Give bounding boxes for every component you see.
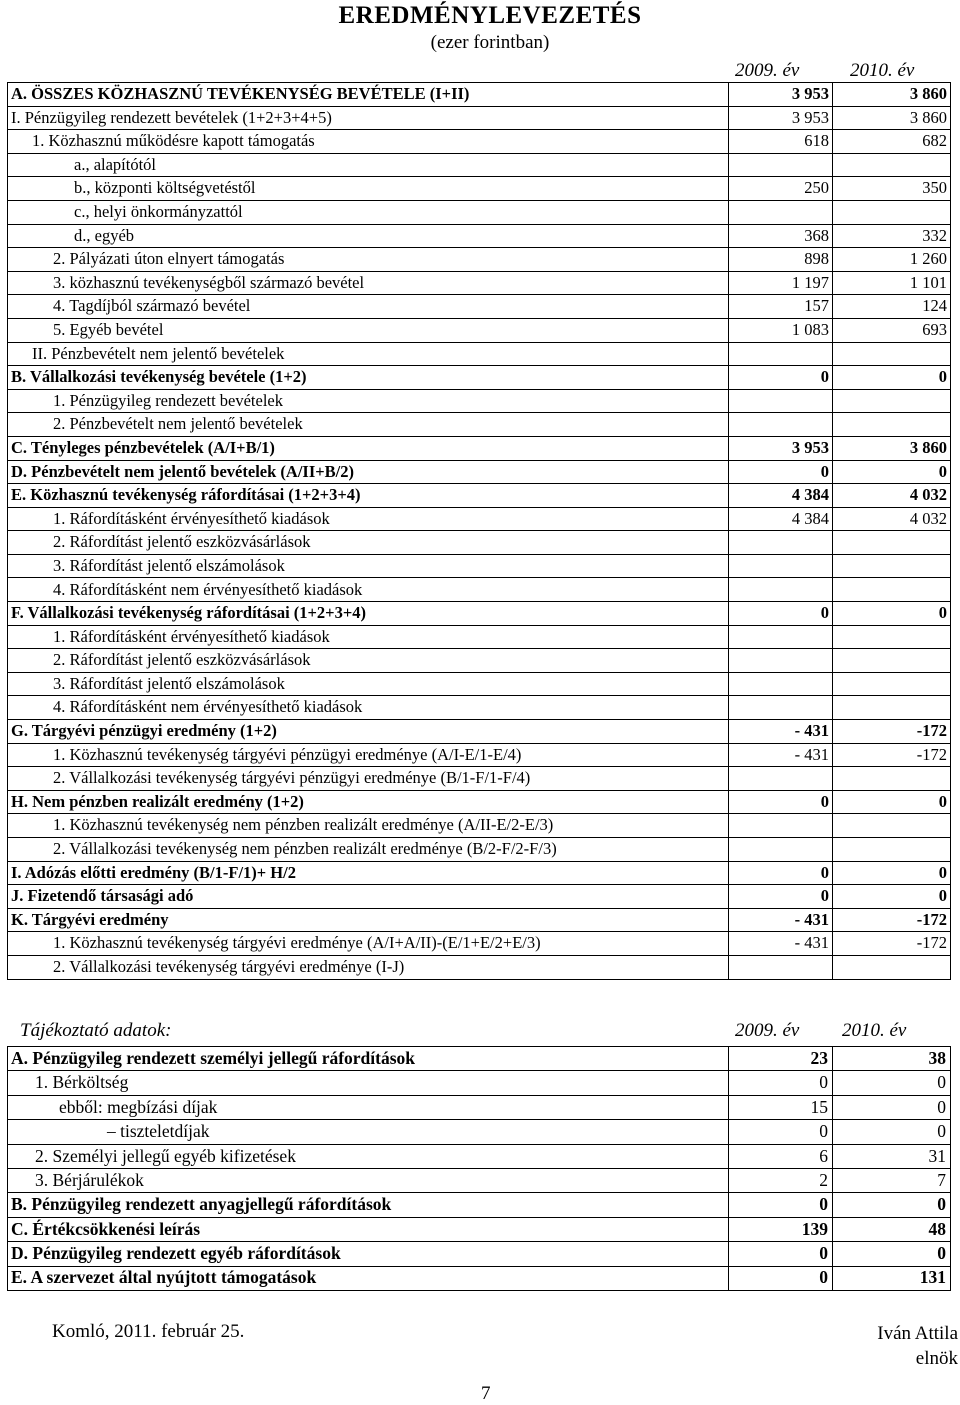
value-2010: 0 (833, 602, 951, 626)
value-2010 (833, 531, 951, 555)
table-row (8, 507, 951, 531)
table-row (8, 484, 951, 508)
value-2009: - 431 (729, 932, 833, 956)
table-row (8, 720, 951, 744)
table-row (8, 767, 951, 791)
value-2009: 3 953 (729, 436, 833, 460)
table-row (8, 885, 951, 909)
value-2009: 4 384 (729, 507, 833, 531)
table-row (8, 955, 951, 979)
row-label: 2. Ráfordítást jelentő eszközvásárlások (8, 531, 729, 555)
row-label: 4. Ráfordításként nem érvényesíthető kiadások (8, 696, 729, 720)
table-row (8, 1144, 951, 1168)
row-label: c., helyi önkormányzattól (8, 200, 729, 224)
row-label: 1. Közhasznú tevékenység tárgyévi eredménye (A/I+A/II)-(E/1+E/2+E/3) (8, 932, 729, 956)
table-row (8, 224, 951, 248)
document-subtitle: (ezer forintban) (430, 32, 550, 53)
table-row (8, 1168, 951, 1192)
value-2010 (833, 578, 951, 602)
row-label: a., alapítótól (8, 153, 729, 177)
table-row (8, 177, 951, 201)
value-2010: 4 032 (833, 507, 951, 531)
value-2009 (729, 814, 833, 838)
value-2009 (729, 342, 833, 366)
row-label: A. Pénzügyileg rendezett személyi jellegű ráfordítások (8, 1047, 729, 1071)
place-and-date: Komló, 2011. február 25. (52, 1321, 245, 1342)
table-row (8, 460, 951, 484)
value-2009: 0 (729, 1071, 833, 1095)
table-row (8, 318, 951, 342)
value-2009: - 431 (729, 743, 833, 767)
row-label: 3. közhasznú tevékenységből származó bevétel (8, 271, 729, 295)
row-label: II. Pénzbevételt nem jelentő bevételek (8, 342, 729, 366)
value-2009: 618 (729, 130, 833, 154)
table-row (8, 1047, 951, 1071)
table-row (8, 743, 951, 767)
row-label: ebből: megbízási díjak (8, 1095, 729, 1119)
row-label: H. Nem pénzben realizált eredmény (1+2) (8, 790, 729, 814)
value-2009: 15 (729, 1095, 833, 1119)
row-label: I. Adózás előtti eredmény (B/1-F/1)+ H/2 (8, 861, 729, 885)
value-2010 (833, 649, 951, 673)
row-label: 2. Személyi jellegű egyéb kifizetések (8, 1144, 729, 1168)
value-2010 (833, 814, 951, 838)
row-label: 1. Közhasznú működésre kapott támogatás (8, 130, 729, 154)
year-header-2009: 2009. év (735, 60, 800, 81)
value-2010: 31 (833, 1144, 951, 1168)
value-2010: 38 (833, 1047, 951, 1071)
value-2009: 0 (729, 861, 833, 885)
table-row (8, 389, 951, 413)
table-row (8, 413, 951, 437)
row-label: 3. Ráfordítást jelentő elszámolások (8, 554, 729, 578)
value-2009 (729, 531, 833, 555)
table-row (8, 814, 951, 838)
value-2010: 350 (833, 177, 951, 201)
table-row (8, 672, 951, 696)
value-2009: 0 (729, 602, 833, 626)
table-row (8, 436, 951, 460)
value-2010: -172 (833, 720, 951, 744)
value-2010: 682 (833, 130, 951, 154)
value-2009: 0 (729, 366, 833, 390)
value-2010: 48 (833, 1217, 951, 1241)
row-label: 2. Vállalkozási tevékenység tárgyévi pénzügyi eredménye (B/1-F/1-F/4) (8, 767, 729, 791)
value-2010 (833, 554, 951, 578)
row-label: E. A szervezet által nyújtott támogatások (8, 1266, 729, 1290)
value-2010 (833, 200, 951, 224)
table-row (8, 271, 951, 295)
table-row (8, 908, 951, 932)
value-2009 (729, 625, 833, 649)
row-label: 1. Ráfordításként érvényesíthető kiadások (8, 507, 729, 531)
table-row (8, 342, 951, 366)
value-2010 (833, 767, 951, 791)
value-2010: 0 (833, 1095, 951, 1119)
value-2010: 131 (833, 1266, 951, 1290)
value-2009: 898 (729, 248, 833, 272)
value-2009 (729, 649, 833, 673)
value-2009: 0 (729, 1120, 833, 1144)
value-2010: 3 860 (833, 436, 951, 460)
row-label: 2. Vállalkozási tevékenység nem pénzben realizált eredménye (B/2-F/2-F/3) (8, 838, 729, 862)
row-label: d., egyéb (8, 224, 729, 248)
value-2010: 0 (833, 1242, 951, 1266)
value-2009: 250 (729, 177, 833, 201)
row-label: 5. Egyéb bevétel (8, 318, 729, 342)
table-row (8, 1266, 951, 1290)
table-row (8, 838, 951, 862)
value-2009: 3 953 (729, 106, 833, 130)
income-statement-table (7, 82, 951, 980)
value-2010: 693 (833, 318, 951, 342)
row-label: 1. Ráfordításként érvényesíthető kiadások (8, 625, 729, 649)
row-label: D. Pénzügyileg rendezett egyéb ráfordítások (8, 1242, 729, 1266)
value-2010: -172 (833, 743, 951, 767)
table-row (8, 932, 951, 956)
row-label: 3. Ráfordítást jelentő elszámolások (8, 672, 729, 696)
document-title: EREDMÉNYLEVEZETÉS (338, 2, 642, 29)
value-2009: 1 197 (729, 271, 833, 295)
value-2009: 4 384 (729, 484, 833, 508)
value-2009 (729, 838, 833, 862)
row-label: J. Fizetendő társasági adó (8, 885, 729, 909)
value-2009: 157 (729, 295, 833, 319)
table-row (8, 1217, 951, 1241)
value-2010: 0 (833, 1071, 951, 1095)
value-2010: -172 (833, 908, 951, 932)
value-2009: 3 953 (729, 83, 833, 107)
value-2010: 0 (833, 790, 951, 814)
table-row (8, 295, 951, 319)
year-header-2010: 2010. év (850, 60, 915, 81)
supplementary-data-table (7, 1046, 951, 1291)
value-2009: 1 083 (729, 318, 833, 342)
value-2009 (729, 153, 833, 177)
info-year-header-2009: 2009. év (735, 1020, 800, 1041)
table-row (8, 531, 951, 555)
row-label: 2. Ráfordítást jelentő eszközvásárlások (8, 649, 729, 673)
table-row (8, 83, 951, 107)
table-row (8, 696, 951, 720)
value-2010: 0 (833, 1193, 951, 1217)
value-2009: 139 (729, 1217, 833, 1241)
value-2009: 0 (729, 1266, 833, 1290)
row-label: D. Pénzbevételt nem jelentő bevételek (A/II+B/2) (8, 460, 729, 484)
value-2009 (729, 554, 833, 578)
value-2009: 0 (729, 1193, 833, 1217)
row-label: 4. Tagdíjból származó bevétel (8, 295, 729, 319)
value-2009: 0 (729, 885, 833, 909)
value-2010 (833, 838, 951, 862)
value-2010 (833, 625, 951, 649)
value-2010 (833, 153, 951, 177)
value-2010: 1 101 (833, 271, 951, 295)
table-row (8, 130, 951, 154)
value-2009 (729, 413, 833, 437)
table-row (8, 248, 951, 272)
table-row (8, 153, 951, 177)
value-2009 (729, 389, 833, 413)
row-label: 2. Vállalkozási tevékenység tárgyévi eredménye (I-J) (8, 955, 729, 979)
value-2009 (729, 672, 833, 696)
value-2009: 0 (729, 1242, 833, 1266)
value-2010 (833, 342, 951, 366)
value-2010 (833, 955, 951, 979)
row-label: C. Tényleges pénzbevételek (A/I+B/1) (8, 436, 729, 460)
row-label: – tiszteletdíjak (8, 1120, 729, 1144)
value-2010: 0 (833, 1120, 951, 1144)
table-row (8, 200, 951, 224)
value-2010: 0 (833, 366, 951, 390)
info-heading: Tájékoztató adatok: (20, 1020, 172, 1041)
info-year-header-2010: 2010. év (842, 1020, 907, 1041)
value-2009 (729, 578, 833, 602)
value-2010: 0 (833, 460, 951, 484)
table-row (8, 649, 951, 673)
table-row (8, 1242, 951, 1266)
row-label: B. Pénzügyileg rendezett anyagjellegű ráfordítások (8, 1193, 729, 1217)
value-2009: 6 (729, 1144, 833, 1168)
value-2010: 7 (833, 1168, 951, 1192)
row-label: B. Vállalkozási tevékenység bevétele (1+2) (8, 366, 729, 390)
row-label: 1. Bérköltség (8, 1071, 729, 1095)
table-row (8, 1095, 951, 1119)
value-2009 (729, 696, 833, 720)
table-row (8, 602, 951, 626)
value-2009: 2 (729, 1168, 833, 1192)
value-2010: 3 860 (833, 83, 951, 107)
table-row (8, 861, 951, 885)
row-label: 2. Pénzbevételt nem jelentő bevételek (8, 413, 729, 437)
row-label: F. Vállalkozási tevékenység ráfordításai (1+2+3+4) (8, 602, 729, 626)
row-label: 3. Bérjárulékok (8, 1168, 729, 1192)
signature-block (877, 1321, 958, 1371)
signer-title: elnök (915, 1348, 958, 1369)
value-2010: -172 (833, 932, 951, 956)
table-row (8, 554, 951, 578)
table-row (8, 790, 951, 814)
value-2009: 0 (729, 790, 833, 814)
value-2010: 3 860 (833, 106, 951, 130)
row-label: G. Tárgyévi pénzügyi eredmény (1+2) (8, 720, 729, 744)
value-2010: 0 (833, 885, 951, 909)
table-row (8, 106, 951, 130)
row-label: b., központi költségvetéstől (8, 177, 729, 201)
value-2010: 124 (833, 295, 951, 319)
value-2009 (729, 767, 833, 791)
row-label: E. Közhasznú tevékenység ráfordításai (1+2+3+4) (8, 484, 729, 508)
table-row (8, 578, 951, 602)
value-2009 (729, 955, 833, 979)
value-2010: 4 032 (833, 484, 951, 508)
table-row (8, 1071, 951, 1095)
row-label: 2. Pályázati úton elnyert támogatás (8, 248, 729, 272)
row-label: 1. Közhasznú tevékenység nem pénzben realizált eredménye (A/II-E/2-E/3) (8, 814, 729, 838)
value-2010 (833, 696, 951, 720)
value-2009: 368 (729, 224, 833, 248)
table-row (8, 366, 951, 390)
value-2010 (833, 389, 951, 413)
row-label: 4. Ráfordításként nem érvényesíthető kiadások (8, 578, 729, 602)
table-row (8, 1193, 951, 1217)
value-2010: 0 (833, 861, 951, 885)
table-row (8, 625, 951, 649)
row-label: 1. Közhasznú tevékenység tárgyévi pénzügyi eredménye (A/I-E/1-E/4) (8, 743, 729, 767)
row-label: A. ÖSSZES KÖZHASZNÚ TEVÉKENYSÉG BEVÉTELE (I+II) (8, 83, 729, 107)
signer-name: Iván Attila (877, 1323, 958, 1344)
row-label: 1. Pénzügyileg rendezett bevételek (8, 389, 729, 413)
value-2010 (833, 413, 951, 437)
row-label: I. Pénzügyileg rendezett bevételek (1+2+3+4+5) (8, 106, 729, 130)
page-number: 7 (481, 1383, 491, 1404)
value-2009: 0 (729, 460, 833, 484)
value-2010 (833, 672, 951, 696)
table-row (8, 1120, 951, 1144)
value-2009: - 431 (729, 908, 833, 932)
value-2009 (729, 200, 833, 224)
value-2009: - 431 (729, 720, 833, 744)
value-2010: 1 260 (833, 248, 951, 272)
row-label: C. Értékcsökkenési leírás (8, 1217, 729, 1241)
value-2009: 23 (729, 1047, 833, 1071)
value-2010: 332 (833, 224, 951, 248)
row-label: K. Tárgyévi eredmény (8, 908, 729, 932)
